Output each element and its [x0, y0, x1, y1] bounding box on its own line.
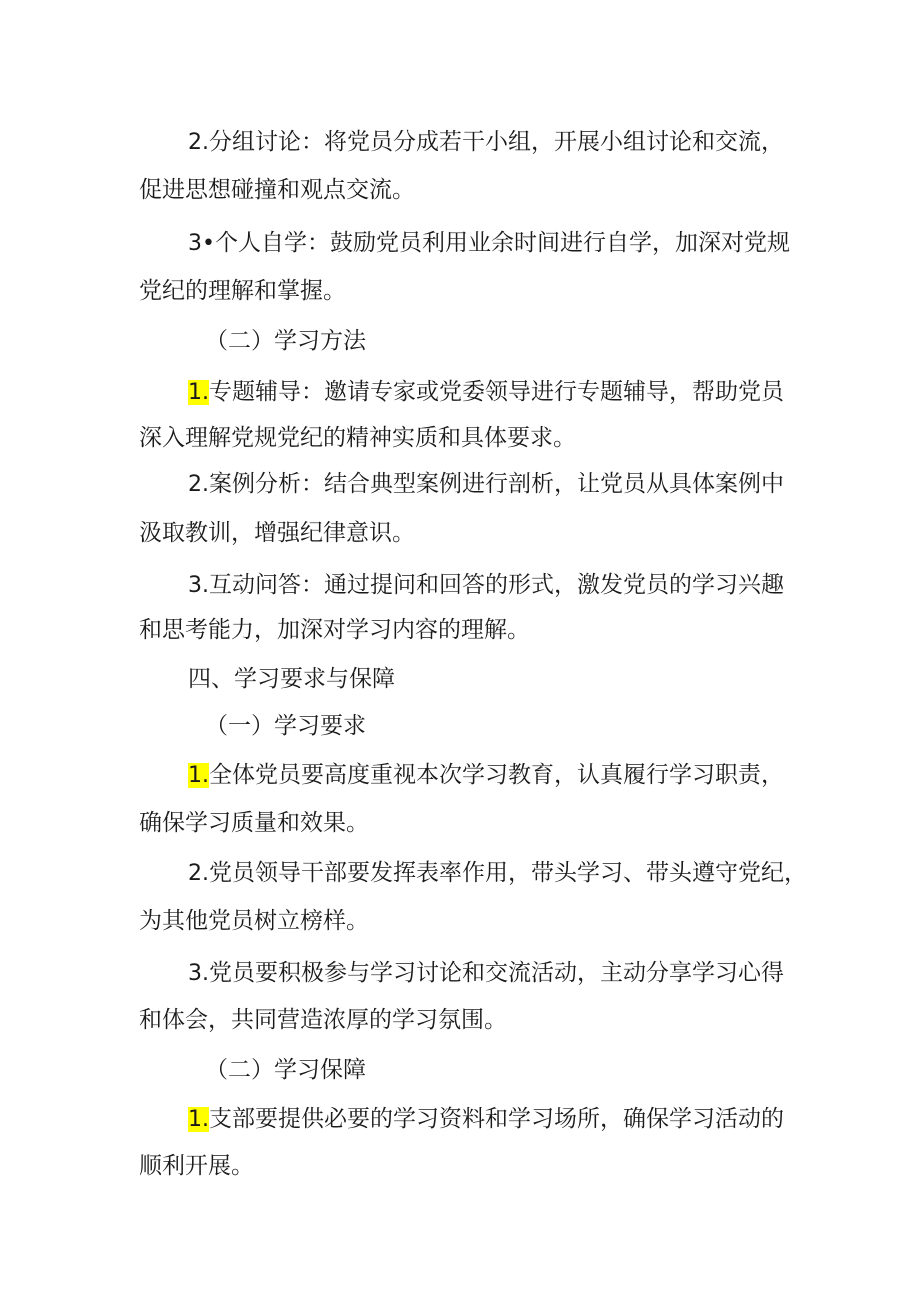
section-subheading: （二）学习保障	[205, 1057, 366, 1083]
paragraph-text: 顺利开展。	[139, 1153, 254, 1179]
list-number: 2.	[188, 861, 209, 886]
paragraph-text: 汲取教训，增强纪律意识。	[139, 520, 415, 546]
paragraph-text: 支部要提供必要的学习资料和学习场所，确保学习活动的	[209, 1106, 784, 1132]
paragraph-line	[0, 374, 920, 410]
paragraph-line	[0, 955, 920, 991]
paragraph-line	[0, 757, 920, 793]
paragraph-line	[0, 225, 920, 261]
list-number: 3•	[188, 231, 215, 256]
paragraph-text: 全体党员要高度重视本次学习教育，认真履行学习职责，	[209, 762, 784, 788]
list-number: 3.	[188, 573, 209, 598]
paragraph-line	[0, 612, 920, 648]
paragraph-text: 深入理解党规党纪的精神实质和具体要求。	[139, 425, 576, 451]
paragraph-text: 专题辅导：邀请专家或党委领导进行专题辅导，帮助党员	[209, 379, 784, 405]
paragraph-text: 确保学习质量和效果。	[139, 810, 369, 836]
paragraph-text: 和思考能力，加深对学习内容的理解。	[139, 617, 530, 643]
paragraph-line	[0, 1002, 920, 1038]
paragraph-text: 党员领导干部要发挥表率作用，带头学习、带头遵守党纪，	[209, 860, 807, 886]
paragraph-line	[0, 515, 920, 551]
paragraph-line	[0, 466, 920, 502]
paragraph-text: 案例分析：结合典型案例进行剖析，让党员从具体案例中	[209, 471, 784, 497]
highlighted-list-number: 1.	[188, 1107, 209, 1132]
section-heading: 四、学习要求与保障	[188, 666, 395, 692]
list-number: 3.	[188, 961, 209, 986]
paragraph-text: 促进思想碰撞和观点交流。	[139, 177, 415, 203]
list-number: 2.	[188, 472, 209, 497]
paragraph-text: 分组讨论：将党员分成若干小组，开展小组讨论和交流，	[209, 129, 784, 155]
paragraph-line	[0, 805, 920, 841]
paragraph-line	[0, 1148, 920, 1184]
paragraph-line	[0, 567, 920, 603]
paragraph-line	[0, 172, 920, 208]
list-number: 2.	[188, 130, 209, 155]
highlighted-list-number: 1.	[188, 763, 209, 788]
paragraph-line	[0, 855, 920, 891]
paragraph-line	[0, 273, 920, 309]
paragraph-text: 和体会，共同营造浓厚的学习氛围。	[139, 1007, 507, 1033]
paragraph-line	[0, 1101, 920, 1137]
paragraph-line	[0, 420, 920, 456]
highlighted-list-number: 1.	[188, 380, 209, 405]
paragraph-line	[0, 903, 920, 939]
section-subheading: （一）学习要求	[205, 713, 366, 739]
paragraph-text: 党员要积极参与学习讨论和交流活动，主动分享学习心得	[209, 960, 784, 986]
section-subheading: （二）学习方法	[205, 328, 366, 354]
paragraph-text: 党纪的理解和掌握。	[139, 278, 346, 304]
paragraph-text: 个人自学：鼓励党员利用业余时间进行自学，加深对党规	[214, 230, 790, 256]
paragraph-line	[0, 124, 920, 160]
paragraph-text: 为其他党员树立榜样。	[139, 908, 369, 934]
paragraph-text: 互动问答：通过提问和回答的形式，激发党员的学习兴趣	[209, 572, 784, 598]
